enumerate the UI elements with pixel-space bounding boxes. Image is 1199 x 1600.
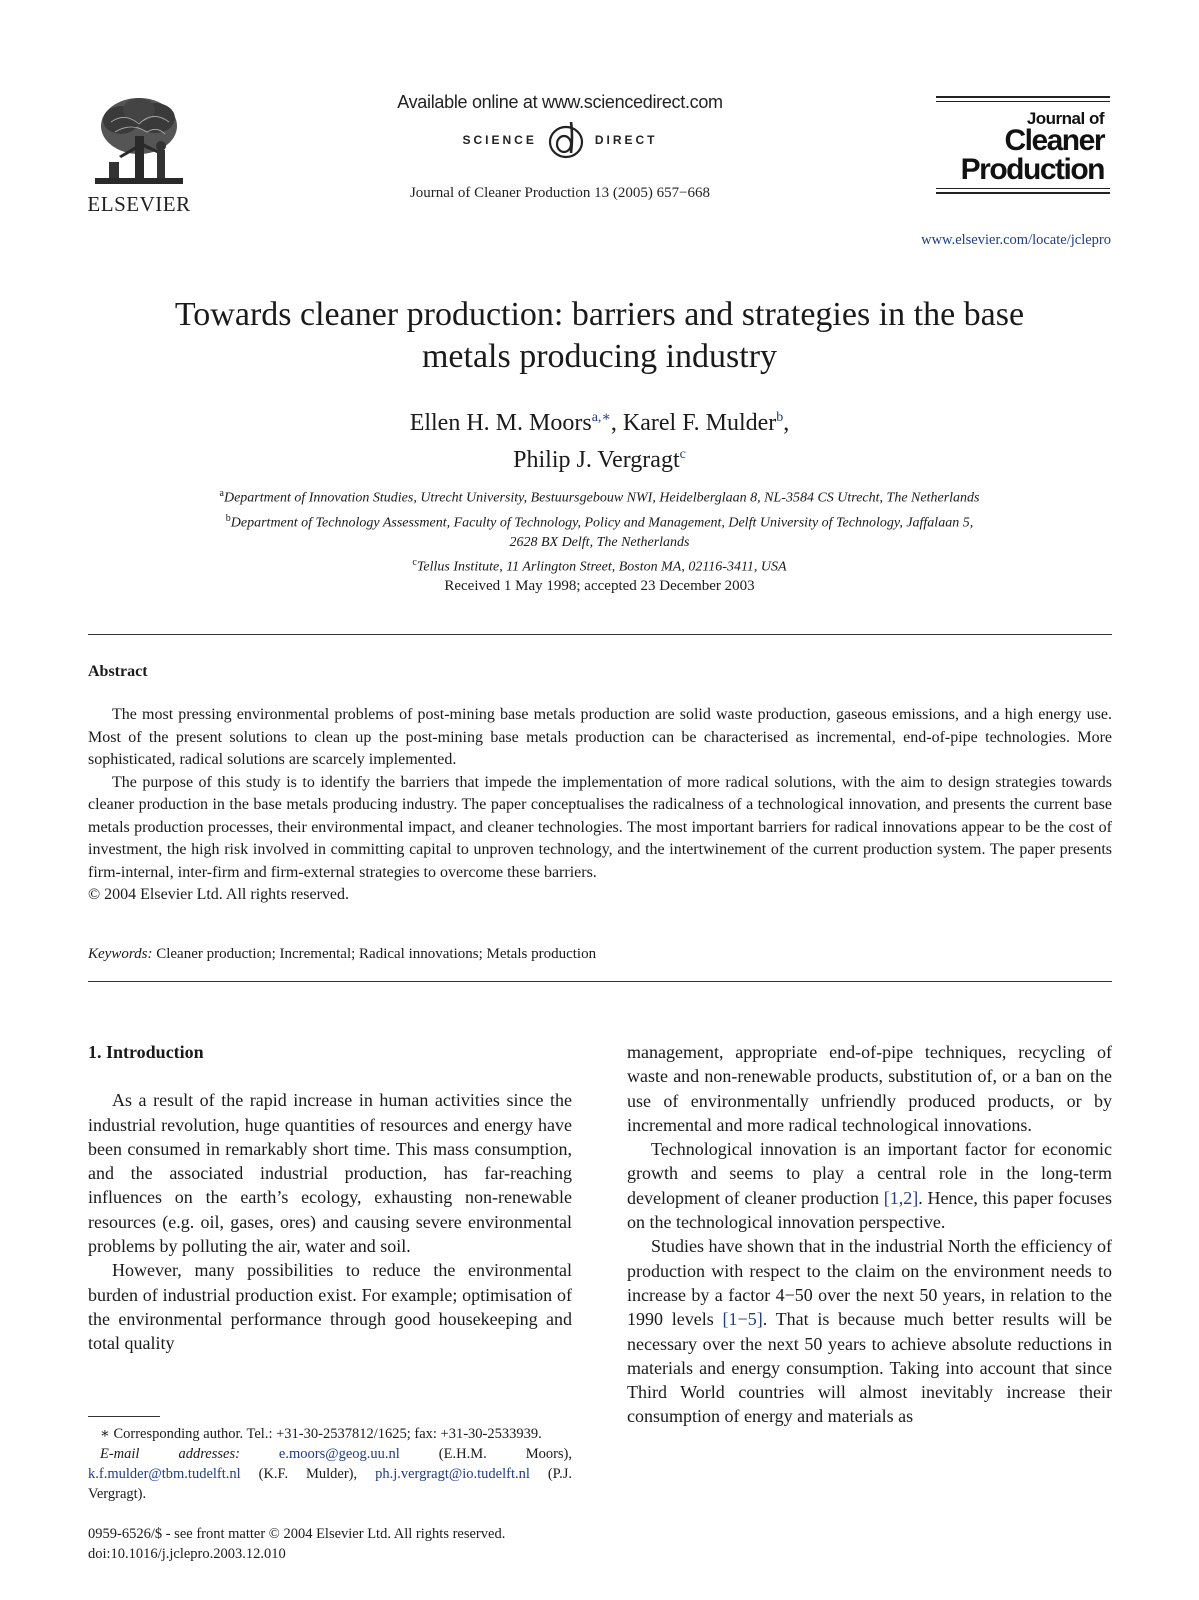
author-3-name: Philip J. Vergragt [513, 447, 680, 473]
author-3-sup[interactable]: c [679, 447, 686, 462]
keywords-text: Cleaner production; Incremental; Radical innovations; Metals production [156, 946, 597, 962]
citation-link-1-5[interactable]: [1−5] [722, 1309, 763, 1330]
title-line-1: Towards cleaner production: barriers and strategies in the base [174, 296, 1025, 333]
article-title [84, 294, 1115, 378]
abstract-paragraph-2: The purpose of this study is to identify the barriers that impede the implementation of more radical solutions, with the aim to design strategies towards cleaner production in the base metals producing industry. The paper conceptualises the radicalness of a technological innovation, and presents the current base metals production processes, their environmental impact, and cleaner technologies. The most important barriers for radical innovations appear to be the cost of investment, the high risk involved in committing capital to unproven technology, and the intertwinement of the current production system. The paper presents firm-internal, inter-firm and firm-external strategies to overcome these barriers. [88, 773, 1112, 881]
right-paragraph-2-a: Technological innovation is an important factor for economic growth and seems to play a central role in the long-term development of cleaner production [627, 1139, 1112, 1208]
logo-rule-bottom-thin [936, 188, 1110, 189]
email-link-vergragt[interactable]: ph.j.vergragt@io.tudelft.nl [375, 1466, 530, 1482]
journal-logo [936, 96, 1110, 197]
email-moors-name: (E.H.M. Moors), [399, 1446, 573, 1462]
logo-rule-top-thin [936, 101, 1110, 102]
citation-link-1-2[interactable]: [1,2] [883, 1187, 919, 1208]
body-column-left [88, 1040, 572, 1356]
author-list [84, 402, 1115, 476]
journal-logo-line2: Cleaner [1004, 124, 1104, 158]
right-paragraph-3-b: . That is because much better results will be necessary over the next 50 years to achieve absolute reductions in materials and energy consumption. Taking into account that since Third World countries will almost inevitably increase their consumption of energy and materials as [627, 1309, 1112, 1427]
keywords [88, 946, 596, 963]
divider-top [88, 634, 1112, 635]
affiliation-a [84, 484, 1115, 509]
email-link-mulder[interactable]: k.f.mulder@tbm.tudelft.nl [88, 1466, 241, 1482]
sd-left-word: SCIENCE [462, 133, 537, 147]
header-center [360, 92, 760, 202]
email-vergragt-name: (P.J. Vergragt). [88, 1466, 573, 1502]
affiliation-b [84, 509, 1115, 534]
author-2-name: Karel F. Mulder [622, 410, 777, 436]
journal-reference: Journal of Cleaner Production 13 (2005) 657−668 [409, 185, 711, 201]
abstract-paragraph-1: The most pressing environmental problems of post-mining base metals production are solid waste production, gaseous emissions, and a high energy use. Most of the present solutions to clean up the post-mining base metals production can be characterised as incremental, end-of-pipe technologies. More sophisticated, radical solutions are scarcely implemented. [88, 706, 1112, 768]
body-column-right [627, 1040, 1112, 1429]
affiliation-c [84, 553, 1115, 578]
affiliation-c-text: Tellus Institute, 11 Arlington Street, Boston MA, 02116-3411, USA [416, 559, 787, 575]
email-mulder-name: (K.F. Mulder), [240, 1466, 376, 1482]
right-paragraph-2 [627, 1137, 1112, 1234]
right-paragraph-1: management, appropriate end-of-pipe techniques, recycling of waste and non-renewable products, substitution of, or a ban on the use of environmentally unfriendly produced products, or by incremental and more radical technological innovations. [627, 1042, 1112, 1135]
affiliation-b-text-1: Department of Technology Assessment, Faculty of Technology, Policy and Management, Delft University of Technology, Jaffalaan 5, [230, 515, 974, 531]
author-1-sup[interactable]: a,∗ [591, 410, 611, 425]
affiliation-a-sup: a [219, 488, 224, 499]
publisher-name: ELSEVIER [87, 192, 191, 216]
footnote-rule [88, 1416, 160, 1417]
journal-logo-text [936, 105, 1110, 188]
abstract-heading: Abstract [88, 663, 148, 680]
email-link-moors[interactable]: e.moors@geog.uu.nl [278, 1446, 400, 1462]
author-2-sup[interactable]: b [776, 410, 784, 425]
section-heading-introduction: 1. Introduction [88, 1042, 204, 1062]
affiliations [84, 484, 1115, 578]
affiliation-a-text: Department of Innovation Studies, Utrecht University, Bestuursgebouw NWI, Heidelberglaan 8, NL-3584 CS Utrecht, The Netherlands [223, 490, 980, 506]
logo-rule-bottom [936, 192, 1110, 194]
footnote-corresponding: ∗ Corresponding author. Tel.: +31-30-2537812/1625; fax: +31-30-2533939. [100, 1426, 542, 1442]
footnote [88, 1424, 572, 1504]
sciencedirect-d-icon [543, 119, 589, 161]
received-dates: Received 1 May 1998; accepted 23 December 2003 [444, 578, 755, 594]
issn-line: 0959-6526/$ - see front matter © 2004 Elsevier Ltd. All rights reserved. [88, 1526, 506, 1542]
sciencedirect-logo [360, 119, 760, 161]
elsevier-tree-icon [91, 92, 187, 190]
journal-url-link[interactable]: www.elsevier.com/locate/jclepro [921, 232, 1111, 248]
right-paragraph-2-b: . Hence, this paper focuses on the technological innovation perspective. [627, 1187, 1112, 1233]
available-online[interactable]: Available online at www.sciencedirect.com [397, 92, 723, 112]
intro-paragraph-2: However, many possibilities to reduce the environmental burden of industrial production exist. For example; optimisation of the environmental performance through good housekeeping and total quality [88, 1260, 572, 1354]
email-label: E-mail addresses: [100, 1446, 240, 1462]
sd-right-word: DIRECT [594, 133, 658, 147]
keywords-label: Keywords: [88, 946, 153, 962]
intro-paragraph-1: As a result of the rapid increase in human activities since the industrial revolution, huge quantities of resources and energy have been consumed in remarkably short time. This mass consumption, and the associated industrial production, has far-reaching influences on the earth’s ecology, exhausting non-renewable resources (e.g. oil, gases, ores) and causing severe environmental problems by polluting the air, water and soil. [88, 1090, 572, 1257]
abstract-body [88, 704, 1112, 907]
bottom-meta [88, 1524, 505, 1564]
footnote-emails [88, 1444, 572, 1504]
doi-line[interactable]: doi:10.1016/j.jclepro.2003.12.010 [88, 1546, 286, 1562]
authors-line-1: Ellen H. M. Moors$^{a,∗}$, Karel F. Mulder$^b$, [409, 410, 790, 436]
title-line-2: metals producing industry [421, 338, 778, 375]
journal-logo-line3: Production [960, 152, 1104, 186]
divider-bottom [88, 981, 1112, 982]
author-1-name: Ellen H. M. Moors [409, 410, 592, 436]
journal-logo-line1: Journal of [1026, 109, 1104, 128]
right-paragraph-3 [627, 1234, 1112, 1428]
right-paragraph-3-a: Studies have shown that in the industrial North the efficiency of production with respect to the claim on the environment needs to increase by a factor 4−50 over the next 50 years, in relation to the 1990 levels [627, 1236, 1112, 1330]
affiliation-b-sup: b [225, 512, 231, 524]
abstract-copyright: © 2004 Elsevier Ltd. All rights reserved. [88, 886, 349, 903]
logo-rule-top [936, 96, 1110, 98]
affiliation-c-sup: c [412, 557, 417, 569]
authors-line-2 [84, 439, 1115, 476]
elsevier-logo [84, 92, 194, 222]
affiliation-b-line-2: 2628 BX Delft, The Netherlands [509, 535, 690, 551]
